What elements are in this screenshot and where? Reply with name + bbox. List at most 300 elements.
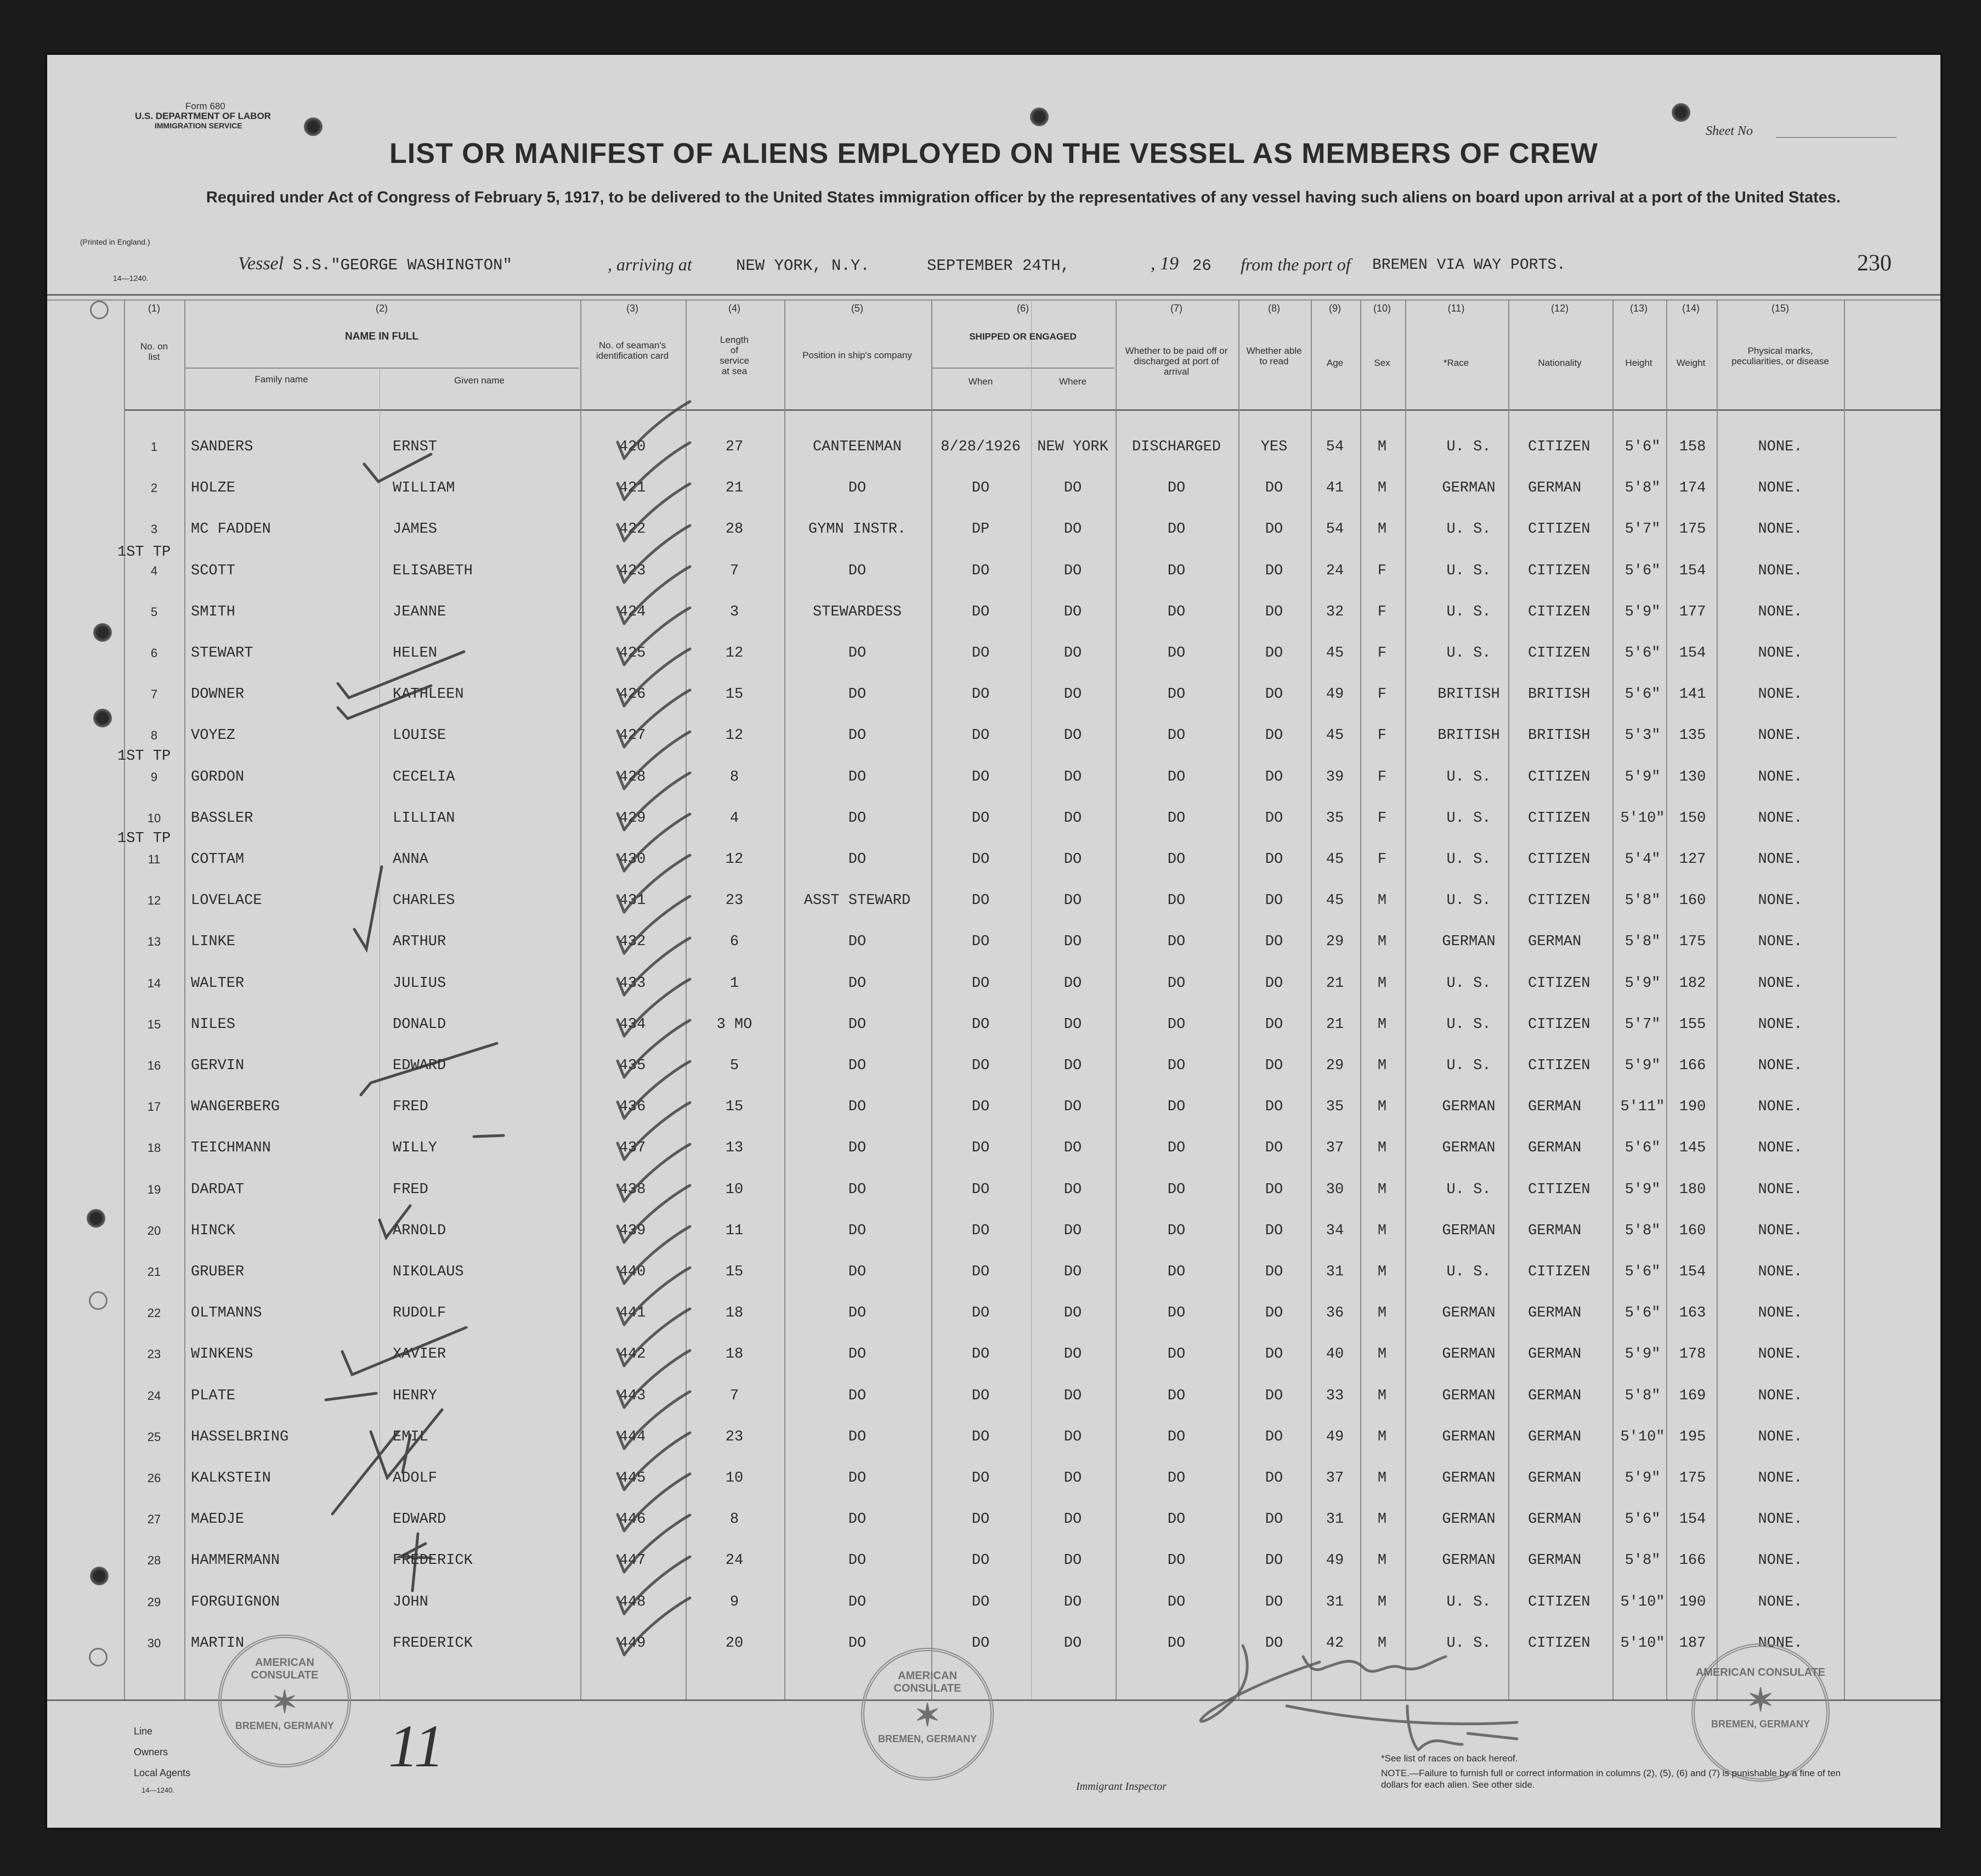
paid-off: DO (1167, 604, 1186, 620)
row-number: 4 (150, 564, 158, 578)
row-number: 29 (147, 1595, 161, 1609)
sex: F (1377, 604, 1387, 620)
family-name: SCOTT (191, 563, 236, 579)
family-name: MC FADDEN (191, 521, 271, 538)
shipped-when: DO (971, 1635, 990, 1652)
weight: 166 (1679, 1058, 1706, 1074)
sex: M (1377, 1429, 1387, 1445)
family-name: DARDAT (191, 1182, 245, 1198)
vessel-name: S.S."GEORGE WASHINGTON" (292, 256, 512, 274)
id-card-number: 432 (619, 934, 646, 950)
row-number: 9 (150, 770, 158, 784)
able-to-read: DO (1265, 934, 1283, 950)
height: 5'9" (1625, 1470, 1661, 1487)
given-name: ERNST (393, 439, 438, 455)
physical-marks: NONE. (1758, 645, 1803, 662)
nationality: CITIZEN (1528, 851, 1591, 868)
family-name: HOLZE (191, 480, 236, 496)
service-length: 7 (729, 563, 739, 579)
tick-mark (338, 652, 464, 698)
id-card-number: 421 (619, 480, 646, 496)
ship-position: DO (848, 1099, 867, 1115)
family-name: LINKE (191, 934, 236, 950)
able-to-read: DO (1265, 1594, 1283, 1611)
shipped-where: NEW YORK (1037, 439, 1108, 455)
shipped-where: DO (1063, 934, 1082, 950)
given-name: EDWARD (393, 1058, 446, 1074)
tick-mark (332, 1432, 398, 1514)
race: U. S. (1446, 645, 1491, 662)
sex: M (1377, 1305, 1387, 1321)
age: 29 (1326, 1058, 1344, 1074)
paid-off: DO (1167, 480, 1186, 496)
physical-marks: NONE. (1758, 1099, 1803, 1115)
ship-position: DO (848, 1264, 867, 1280)
penalty-note: NOTE.—Failure to furnish full or correct information in columns (2), (5), (6) and (7) is punishable by a fine of ten dollars for each alien. See other side. (1381, 1768, 1841, 1790)
paid-off: DO (1167, 1346, 1186, 1363)
shipped-where: DO (1063, 645, 1082, 662)
height: 5'8" (1625, 934, 1661, 950)
height: 5'9" (1625, 604, 1661, 620)
given-name: ELISABETH (393, 563, 473, 579)
ship-position: GYMN INSTR. (808, 521, 907, 538)
race: GERMAN (1442, 1470, 1496, 1487)
paid-off: DO (1167, 1429, 1186, 1445)
col1-label: No. on list (140, 341, 168, 362)
race: U. S. (1446, 892, 1491, 909)
service-length: 12 (725, 645, 744, 662)
sex: M (1377, 1140, 1387, 1156)
shipped-where: DO (1063, 521, 1082, 538)
ship-position: DO (848, 1594, 867, 1611)
shipped-when: DO (971, 1099, 990, 1115)
from-label: from the port of (1241, 255, 1351, 274)
age: 21 (1326, 975, 1344, 992)
physical-marks: NONE. (1758, 1264, 1803, 1280)
weight: 154 (1679, 1264, 1706, 1280)
tick-mark (403, 1435, 410, 1472)
row-number: 22 (147, 1306, 161, 1320)
given-name: ARTHUR (393, 934, 446, 950)
id-card-number: 435 (619, 1058, 646, 1074)
age: 29 (1326, 934, 1344, 950)
arriving-label: , arriving at (608, 255, 692, 274)
height: 5'6" (1625, 645, 1661, 662)
height: 5'6" (1625, 1264, 1661, 1280)
shipped-when: DO (971, 934, 990, 950)
id-card-number: 449 (619, 1635, 646, 1652)
tick-mark (364, 454, 431, 482)
shipped-when: DO (971, 604, 990, 620)
shipped-where: DO (1063, 1016, 1082, 1033)
shipped-when: DO (971, 1511, 990, 1528)
nationality: BRITISH (1528, 727, 1591, 744)
ship-position: DO (848, 645, 867, 662)
service-length: 27 (725, 439, 744, 455)
shipped-when: DO (971, 769, 990, 786)
service-length: 21 (725, 480, 744, 496)
family-name: GRUBER (191, 1264, 245, 1280)
sex: F (1377, 851, 1387, 868)
race: GERMAN (1442, 1099, 1496, 1115)
tick-mark (338, 686, 431, 719)
height: 5'8" (1625, 892, 1661, 909)
row-number: 18 (147, 1141, 161, 1155)
weight: 190 (1679, 1099, 1706, 1115)
able-to-read: DO (1265, 645, 1283, 662)
id-card-number: 439 (619, 1223, 646, 1239)
tick-mark (380, 1206, 410, 1238)
col8-label: Whether able to read (1246, 346, 1302, 366)
age: 54 (1326, 521, 1344, 538)
service-length: 4 (729, 810, 739, 827)
family-name: WANGERBERG (191, 1099, 280, 1115)
weight: 130 (1679, 769, 1706, 786)
able-to-read: DO (1265, 686, 1283, 703)
margin-note: 1ST TP (117, 748, 171, 765)
paid-off: DO (1167, 1058, 1186, 1074)
shipped-when: DO (971, 480, 990, 496)
ship-position: DO (848, 1016, 867, 1033)
given-name: EDWARD (393, 1511, 446, 1528)
row-number: 27 (147, 1512, 161, 1526)
tick-mark (412, 1534, 418, 1591)
physical-marks: NONE. (1758, 563, 1803, 579)
given-name: JULIUS (393, 975, 446, 992)
form-number: Form 680 (185, 101, 225, 111)
shipped-where: DO (1063, 1099, 1082, 1115)
age: 45 (1326, 892, 1344, 909)
sex: M (1377, 1016, 1387, 1033)
family-name: STEWART (191, 645, 253, 662)
shipped-where: DO (1063, 604, 1082, 620)
ship-position: DO (848, 1470, 867, 1487)
sex: M (1377, 521, 1387, 538)
nationality: CITIZEN (1528, 810, 1591, 827)
sheet-number-label: Sheet No (1706, 124, 1753, 138)
paid-off: DO (1167, 727, 1186, 744)
age: 33 (1326, 1388, 1344, 1404)
height: 5'8" (1625, 1388, 1661, 1404)
able-to-read: DO (1265, 1305, 1283, 1321)
nationality: CITIZEN (1528, 604, 1591, 620)
height: 5'7" (1625, 1016, 1661, 1033)
weight: 158 (1679, 439, 1706, 455)
race: GERMAN (1442, 480, 1496, 496)
shipped-where: DO (1063, 1552, 1082, 1569)
given-name: FREDERICK (393, 1552, 473, 1569)
height: 5'8" (1625, 1223, 1661, 1239)
ship-position: DO (848, 1552, 867, 1569)
able-to-read: DO (1265, 1635, 1283, 1652)
sex: M (1377, 1594, 1387, 1611)
able-to-read: DO (1265, 727, 1283, 744)
physical-marks: NONE. (1758, 1635, 1803, 1652)
col9-number: (9) (1329, 303, 1341, 314)
col6-label: SHIPPED OR ENGAGED (969, 331, 1077, 342)
height: 5'7" (1625, 521, 1661, 538)
able-to-read: DO (1265, 1264, 1283, 1280)
weight: 163 (1679, 1305, 1706, 1321)
able-to-read: DO (1265, 851, 1283, 868)
tick-mark (326, 1393, 376, 1400)
col14-label: Weight (1676, 358, 1706, 368)
consulate-stamp: AMERICAN CONSULATE ✶ BREMEN, GERMANY (218, 1635, 351, 1767)
given-name: EMIL (393, 1429, 428, 1445)
paid-off: DO (1167, 892, 1186, 909)
nationality: GERMAN (1528, 1552, 1582, 1569)
height: 5'3" (1625, 727, 1661, 744)
col7-number: (7) (1170, 303, 1182, 314)
id-card-number: 420 (619, 439, 646, 455)
nationality: CITIZEN (1528, 769, 1591, 786)
id-card-number: 443 (619, 1388, 646, 1404)
ship-position: DO (848, 1058, 867, 1074)
weight: 135 (1679, 727, 1706, 744)
year-prefix: , 19 (1151, 253, 1179, 274)
age: 42 (1326, 1635, 1344, 1652)
owners-label: Owners (134, 1747, 168, 1758)
family-name: DOWNER (191, 686, 245, 703)
height: 5'9" (1625, 1058, 1661, 1074)
shipped-when: DO (971, 1470, 990, 1487)
row-number: 24 (147, 1389, 161, 1403)
age: 31 (1326, 1264, 1344, 1280)
age: 31 (1326, 1594, 1344, 1611)
row-number: 23 (147, 1347, 161, 1361)
nationality: GERMAN (1528, 1099, 1582, 1115)
physical-marks: NONE. (1758, 604, 1803, 620)
height: 5'6" (1625, 1305, 1661, 1321)
footer-code: 14—1240. (142, 1786, 174, 1794)
col15-number: (15) (1771, 303, 1789, 314)
handwritten-mark: 11 (388, 1713, 444, 1779)
age: 37 (1326, 1140, 1344, 1156)
race: GERMAN (1442, 1305, 1496, 1321)
paid-off: DO (1167, 1140, 1186, 1156)
nationality: GERMAN (1528, 1388, 1582, 1404)
given-name: JEANNE (393, 604, 446, 620)
race: U. S. (1446, 1264, 1491, 1280)
sex: M (1377, 1264, 1387, 1280)
col6-number: (6) (1017, 303, 1029, 314)
shipped-when: DP (971, 521, 990, 538)
shipped-when: DO (971, 1016, 990, 1033)
physical-marks: NONE. (1758, 686, 1803, 703)
shipped-where: DO (1063, 1635, 1082, 1652)
height: 5'6" (1625, 686, 1661, 703)
family-name: SANDERS (191, 439, 253, 455)
ship-position: DO (848, 1346, 867, 1363)
family-name: SMITH (191, 604, 236, 620)
id-card-number: 444 (619, 1429, 646, 1445)
shipped-when: DO (971, 892, 990, 909)
shipped-where: DO (1063, 975, 1082, 992)
sex: M (1377, 1182, 1387, 1198)
physical-marks: NONE. (1758, 1470, 1803, 1487)
ship-position: STEWARDESS (812, 604, 902, 620)
service-length: 10 (725, 1182, 744, 1198)
weight: 160 (1679, 1223, 1706, 1239)
id-card-number: 424 (619, 604, 646, 620)
race: U. S. (1446, 1182, 1491, 1198)
where-label: Where (1059, 376, 1087, 387)
nationality: CITIZEN (1528, 439, 1591, 455)
paid-off: DO (1167, 975, 1186, 992)
sex: M (1377, 1099, 1387, 1115)
row-number: 19 (147, 1183, 161, 1196)
row-number: 3 (150, 522, 158, 536)
shipped-where: DO (1063, 1388, 1082, 1404)
shipped-when: 8/28/1926 (941, 439, 1021, 455)
row-number: 10 (147, 811, 161, 825)
race: GERMAN (1442, 1140, 1496, 1156)
shipped-where: DO (1063, 810, 1082, 827)
ship-position: DO (848, 1635, 867, 1652)
service-length: 8 (729, 769, 739, 786)
shipped-where: DO (1063, 1223, 1082, 1239)
race: U. S. (1446, 439, 1491, 455)
race: GERMAN (1442, 1429, 1496, 1445)
col13-number: (13) (1629, 303, 1648, 314)
weight: 175 (1679, 1470, 1706, 1487)
ship-position: DO (848, 769, 867, 786)
weight: 155 (1679, 1016, 1706, 1033)
height: 5'10" (1620, 1594, 1665, 1611)
weight: 160 (1679, 892, 1706, 909)
when-label: When (968, 376, 993, 387)
race: BRITISH (1437, 686, 1500, 703)
row-number: 5 (150, 605, 158, 619)
paid-off: DO (1167, 810, 1186, 827)
nationality: CITIZEN (1528, 1594, 1591, 1611)
given-name: KATHLEEN (393, 686, 464, 703)
shipped-when: DO (971, 851, 990, 868)
paid-off: DO (1167, 1388, 1186, 1404)
nationality: CITIZEN (1528, 563, 1591, 579)
family-name: GORDON (191, 769, 245, 786)
paid-off: DO (1167, 1305, 1186, 1321)
able-to-read: DO (1265, 975, 1283, 992)
given-name: WILLIAM (393, 480, 455, 496)
row-number: 8 (150, 728, 158, 742)
col11-number: (11) (1447, 303, 1465, 314)
given-name: XAVIER (393, 1346, 446, 1363)
weight: 182 (1679, 975, 1706, 992)
shipped-where: DO (1063, 1264, 1082, 1280)
id-card-number: 441 (619, 1305, 646, 1321)
paid-off: DO (1167, 1016, 1186, 1033)
vessel-label: Vessel (238, 253, 284, 274)
physical-marks: NONE. (1758, 1223, 1803, 1239)
col14-number: (14) (1682, 303, 1700, 314)
id-card-number: 434 (619, 1016, 646, 1033)
col10-number: (10) (1373, 303, 1391, 314)
id-card-number: 448 (619, 1594, 646, 1611)
row-number: 13 (147, 935, 161, 948)
printed-note: (Printed in England.) (80, 238, 150, 246)
height: 5'4" (1625, 851, 1661, 868)
service-length: 3 MO (716, 1016, 752, 1033)
weight: 187 (1679, 1635, 1706, 1652)
nationality: CITIZEN (1528, 1058, 1591, 1074)
row-number: 21 (147, 1265, 161, 1279)
service-length: 5 (729, 1058, 739, 1074)
paid-off: DO (1167, 563, 1186, 579)
row-number: 30 (147, 1636, 161, 1650)
physical-marks: NONE. (1758, 934, 1803, 950)
shipped-when: DO (971, 1264, 990, 1280)
id-card-number: 429 (619, 810, 646, 827)
race: GERMAN (1442, 1223, 1496, 1239)
family-name: HASSELBRING (191, 1429, 289, 1445)
race: GERMAN (1442, 1552, 1496, 1569)
row-number: 12 (147, 894, 161, 907)
col5-number: (5) (851, 303, 863, 314)
col1-number: (1) (148, 303, 160, 314)
tick-mark (474, 1135, 503, 1137)
age: 36 (1326, 1305, 1344, 1321)
paid-off: DO (1167, 1182, 1186, 1198)
margin-note: 1ST TP (117, 544, 171, 561)
line-label: Line (134, 1726, 153, 1737)
shipped-when: DO (971, 810, 990, 827)
nationality: GERMAN (1528, 1305, 1582, 1321)
row-number: 14 (147, 976, 161, 990)
shipped-when: DO (971, 645, 990, 662)
shipped-where: DO (1063, 480, 1082, 496)
height: 5'9" (1625, 975, 1661, 992)
nationality: CITIZEN (1528, 1182, 1591, 1198)
family-name: WINKENS (191, 1346, 253, 1363)
row-number: 7 (150, 687, 158, 701)
col4-label: Length of service at sea (720, 335, 749, 376)
weight: 154 (1679, 563, 1706, 579)
able-to-read: DO (1265, 810, 1283, 827)
physical-marks: NONE. (1758, 1016, 1803, 1033)
age: 35 (1326, 810, 1344, 827)
sex: F (1377, 727, 1387, 744)
race: GERMAN (1442, 1346, 1496, 1363)
able-to-read: DO (1265, 1429, 1283, 1445)
col10-label: Sex (1374, 358, 1390, 368)
sex: F (1377, 645, 1387, 662)
age: 45 (1326, 645, 1344, 662)
sex: F (1377, 563, 1387, 579)
id-card-number: 433 (619, 975, 646, 992)
physical-marks: NONE. (1758, 851, 1803, 868)
row-number: 15 (147, 1018, 161, 1031)
physical-marks: NONE. (1758, 892, 1803, 909)
paid-off: DO (1167, 521, 1186, 538)
shipped-where: DO (1063, 563, 1082, 579)
given-name: LOUISE (393, 727, 446, 744)
race: U. S. (1446, 604, 1491, 620)
age: 37 (1326, 1470, 1344, 1487)
ship-position: DO (848, 851, 867, 868)
nationality: CITIZEN (1528, 1016, 1591, 1033)
height: 5'9" (1625, 769, 1661, 786)
ship-position: DO (848, 1223, 867, 1239)
service-length: 3 (729, 604, 739, 620)
family-name: HAMMERMANN (191, 1552, 280, 1569)
nationality: CITIZEN (1528, 1635, 1591, 1652)
row-number: 11 (148, 852, 161, 866)
service-length: 23 (725, 892, 744, 909)
col9-label: Age (1326, 358, 1344, 368)
family-name: WALTER (191, 975, 245, 992)
able-to-read: DO (1265, 1470, 1283, 1487)
